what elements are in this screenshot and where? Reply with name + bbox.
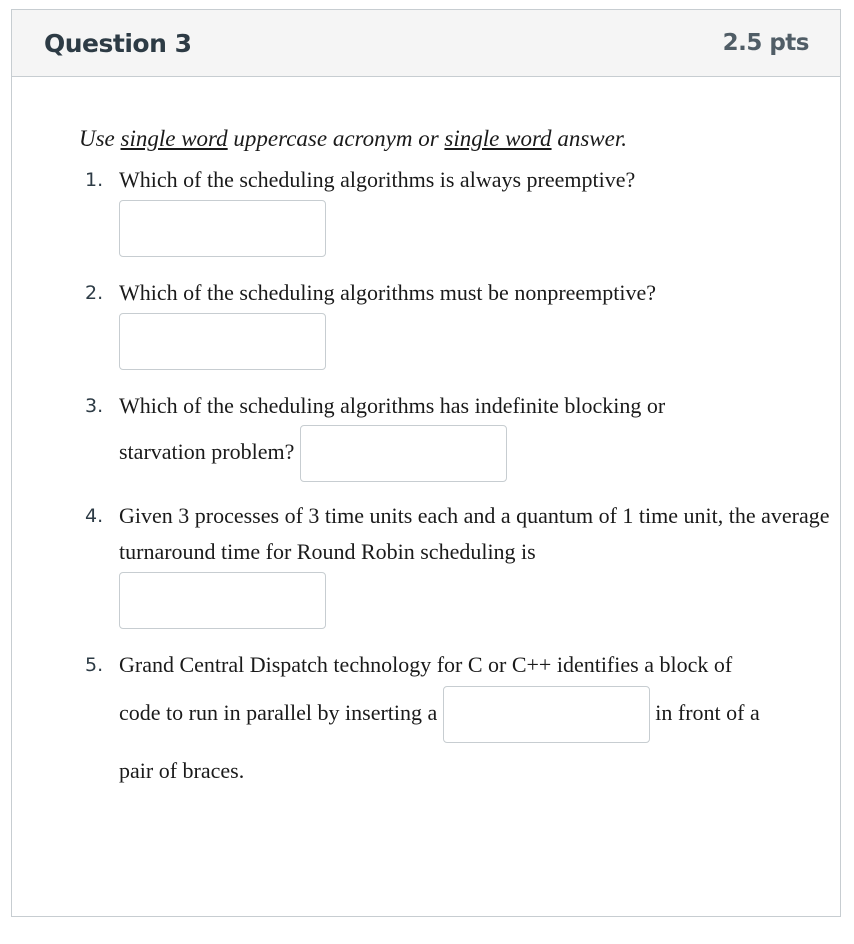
- question-text-line-3: pair of braces.: [119, 758, 245, 784]
- question-number: 4.: [85, 505, 104, 527]
- question-text: Which of the scheduling algorithms must be nonpreemptive?: [119, 280, 657, 305]
- question-text: Given 3 processes of 3 time units each and a quantum of 1 time unit, the average turnaround time for Round Robin scheduling is: [119, 503, 830, 564]
- question-item-4: [79, 498, 840, 629]
- question-text-before-blank: code to run in parallel by inserting a: [119, 700, 438, 725]
- question-number: 2.: [85, 282, 104, 304]
- question-item-3: [79, 388, 840, 484]
- answer-input-2[interactable]: [119, 313, 326, 370]
- instructions-underline-1: single word: [120, 126, 228, 151]
- question-card: [11, 9, 841, 917]
- question-item-2: [79, 275, 840, 370]
- answer-input-4[interactable]: [119, 572, 326, 629]
- answer-input-1[interactable]: [119, 200, 326, 257]
- instructions-underline-2: single word: [444, 126, 552, 151]
- question-body: [12, 77, 840, 799]
- question-item-1: [79, 162, 840, 257]
- question-header: [12, 10, 840, 77]
- instructions-suffix: answer.: [551, 126, 627, 151]
- answer-input-3[interactable]: [300, 425, 507, 482]
- instructions: [79, 121, 840, 157]
- instructions-middle: uppercase acronym or: [227, 126, 445, 151]
- question-number: 3.: [85, 395, 104, 417]
- instructions-prefix: Use: [79, 126, 121, 151]
- question-number: 1.: [85, 169, 104, 191]
- question-points: 2.5 pts: [722, 30, 809, 56]
- question-title: Question 3: [44, 28, 192, 58]
- answer-input-5[interactable]: [443, 686, 650, 743]
- question-text-line-1: Which of the scheduling algorithms has indefinite blocking or: [119, 393, 666, 418]
- question-item-5: [79, 647, 840, 799]
- question-text: Which of the scheduling algorithms is always preemptive?: [119, 167, 636, 192]
- question-text-line-2: starvation problem?: [119, 439, 295, 464]
- question-number: 5.: [85, 654, 104, 676]
- question-list: [79, 162, 840, 799]
- question-text-after-blank: in front of a: [655, 700, 760, 725]
- question-text-line-1: Grand Central Dispatch technology for C or C++ identifies a block of: [119, 652, 733, 677]
